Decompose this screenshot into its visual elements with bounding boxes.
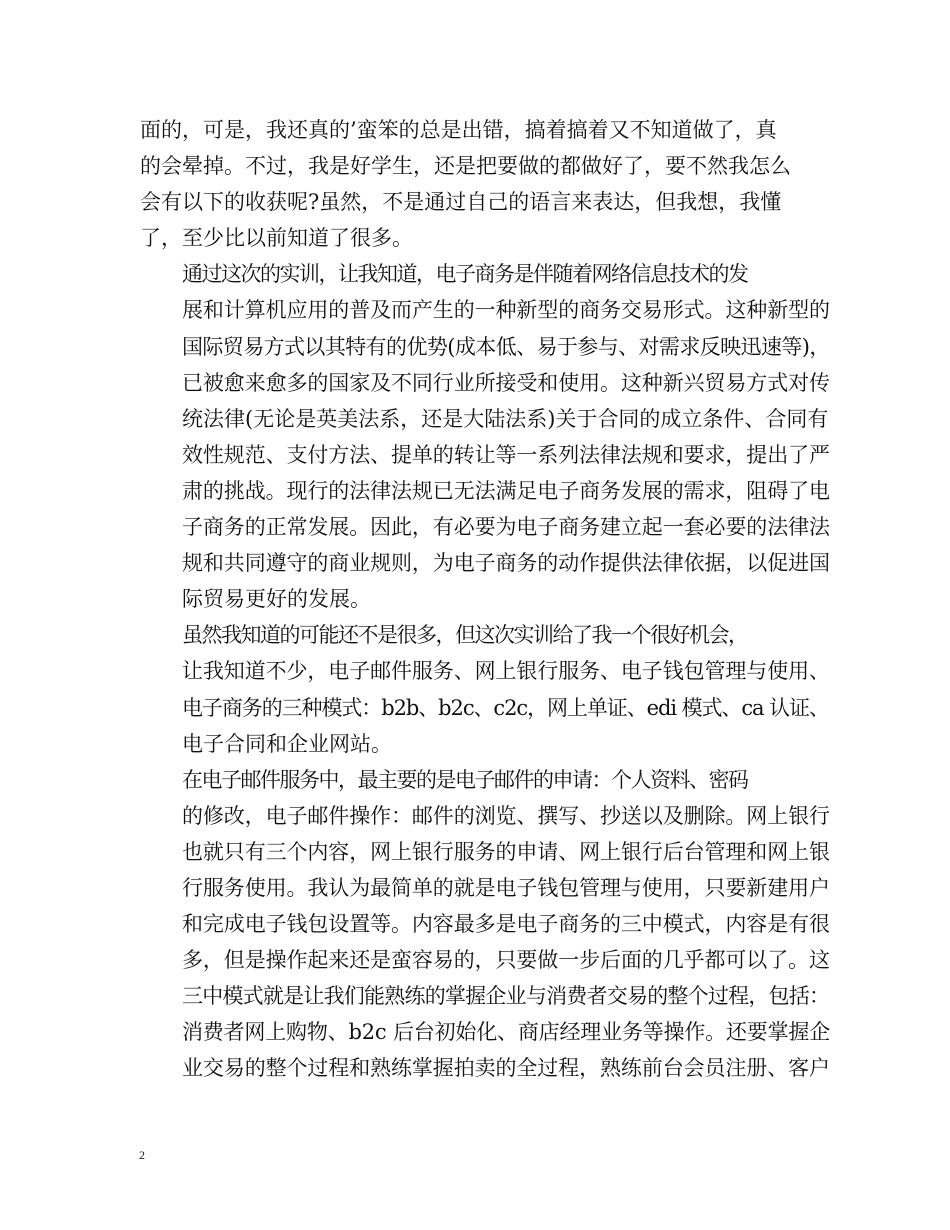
- text-line: 子商务的正常发展。因此，有必要为电子商务建立起一套必要的法律法: [182, 515, 830, 540]
- text-line: 虽然我知道的可能还不是很多，但这次实训给了我一个很好机会，: [182, 623, 748, 648]
- text-line: 三中模式就是让我们能熟练的掌握企业与消费者交易的整个过程，包括：: [182, 984, 830, 1009]
- text-line: 了，至少比以前知道了很多。: [140, 226, 413, 251]
- text-line: 展和计算机应用的普及而产生的一种新型的商务交易形式。这种新型的: [182, 298, 830, 323]
- body-text: [140, 112, 830, 1087]
- text-line: 肃的挑战。现行的法律法规已无法满足电子商务发展的需求，阻碍了电: [182, 478, 830, 503]
- paragraph: [140, 112, 830, 256]
- text-line: 业交易的整个过程和熟练掌握拍卖的全过程，熟练前台会员注册、客户: [182, 1056, 830, 1081]
- paragraph: [140, 256, 830, 617]
- text-line: 电子合同和企业网站。: [182, 731, 392, 756]
- text-line: 已被愈来愈多的国家及不同行业所接受和使用。这种新兴贸易方式对传: [182, 370, 830, 395]
- text-line: 行服务使用。我认为最简单的就是电子钱包管理与使用，只要新建用户: [182, 875, 830, 900]
- text-line: 让我知道不少，电子邮件服务、网上银行服务、电子钱包管理与使用、: [182, 659, 830, 684]
- text-line: 效性规范、支付方法、提单的转让等一系列法律法规和要求，提出了严: [182, 442, 830, 467]
- paragraph: [140, 762, 830, 1087]
- text-line: 通过这次的实训，让我知道，电子商务是伴随着网络信息技术的发: [182, 262, 748, 287]
- paragraph: [140, 617, 830, 761]
- text-line: 的修改，电子邮件操作：邮件的浏览、撰写、抄送以及删除。网上银行: [182, 803, 830, 828]
- text-line: 消费者网上购物、b2c 后台初始化、商店经理业务等操作。还要掌握企: [182, 1020, 830, 1045]
- text-line: 际贸易更好的发展。: [182, 587, 371, 612]
- text-line: 会有以下的收获呢?虽然，不是通过自己的语言来表达，但我想，我懂: [140, 190, 782, 215]
- text-line: 规和共同遵守的商业规则，为电子商务的动作提供法律依据，以促进国: [182, 551, 830, 576]
- text-line: 多，但是操作起来还是蛮容易的，只要做一步后面的几乎都可以了。这: [182, 948, 830, 973]
- text-line: 也就只有三个内容，网上银行服务的申请、网上银行后台管理和网上银: [182, 839, 830, 864]
- text-line: 的会晕掉。不过，我是好学生，还是把要做的都做好了，要不然我怎么: [140, 154, 791, 179]
- text-line: 统法律(无论是英美法系，还是大陆法系)关于合同的成立条件、合同有: [182, 406, 829, 431]
- text-line: 面的，可是，我还真的’蛮笨的总是出错，搞着搞着又不知道做了，真: [140, 118, 777, 142]
- text-line: 国际贸易方式以其特有的优势(成本低、易于参与、对需求反映迅速等)，: [182, 334, 830, 359]
- text-line: 和完成电子钱包设置等。内容最多是电子商务的三中模式，内容是有很: [182, 912, 830, 937]
- text-line: 在电子邮件服务中，最主要的是电子邮件的申请：个人资料、密码: [182, 767, 748, 792]
- page-number: 2: [139, 1148, 145, 1162]
- text-line: 电子商务的三种模式：b2b、b2c、c2c，网上单证、edi 模式、ca 认证、: [182, 695, 829, 720]
